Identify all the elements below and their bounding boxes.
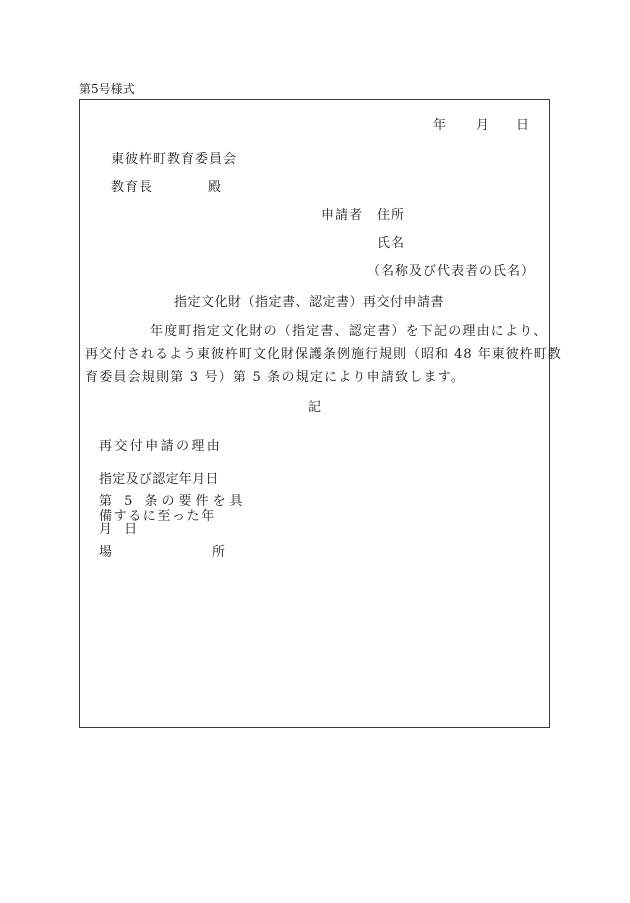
recipient-board: 東彼杵町教育委員会 xyxy=(111,152,238,167)
applicant-label: 申請者 xyxy=(321,208,364,223)
applicant-representative-note: （名称及び代表者の氏名） xyxy=(367,264,536,279)
item-requirement-line-3: 月 日 xyxy=(99,522,142,537)
recipient-superintendent: 教育長 xyxy=(111,180,154,195)
form-number-label: 第5号様式 xyxy=(79,82,135,96)
applicant-name-label: 氏名 xyxy=(377,236,406,251)
recipient-honorific: 殿 xyxy=(208,180,222,195)
body-line-2: 再交付されるよう東彼杵町文化財保護条例施行規則（昭和 48 年東彼杵町教 xyxy=(85,347,562,362)
item-place-char-2: 所 xyxy=(212,545,226,560)
applicant-address-label: 住所 xyxy=(377,208,406,223)
item-requirement-line-2: 備するに至った年 xyxy=(99,509,216,524)
item-designation-date: 指定及び認定年月日 xyxy=(99,472,219,487)
date-day-label: 日 xyxy=(516,118,530,133)
document-title: 指定文化財（指定書、認定書）再交付申請書 xyxy=(174,295,445,310)
item-reason: 再交付申請の理由 xyxy=(99,439,223,454)
body-line-1: 年度町指定文化財の（指定書、認定書）を下記の理由により、 xyxy=(150,324,548,339)
item-place-char-1: 場 xyxy=(99,545,113,560)
item-requirement-line-1: 第 5 条の要件を具 xyxy=(99,494,247,509)
date-month-label: 月 xyxy=(476,118,490,133)
body-line-3: 育委員会規則第 3 号）第 5 条の規定により申請致します。 xyxy=(85,370,466,385)
date-year-label: 年 xyxy=(433,118,447,133)
notation-heading: 記 xyxy=(308,400,322,415)
